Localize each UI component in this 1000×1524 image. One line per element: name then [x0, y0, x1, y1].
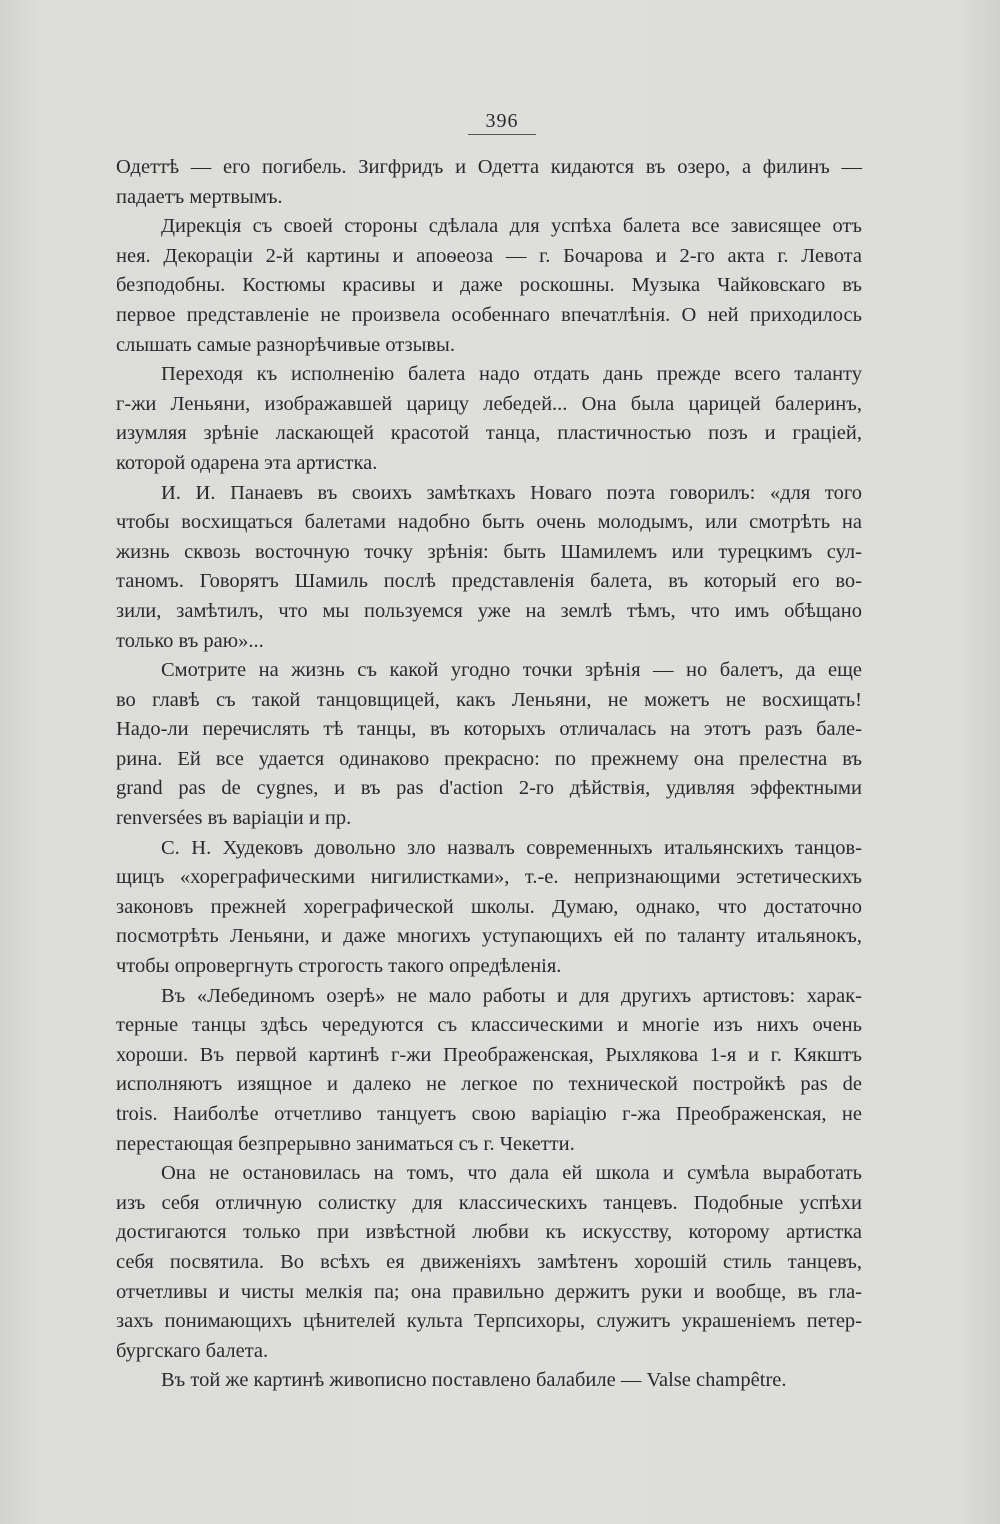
paragraph-8-line-6: захъ понимающихъ цѣнителей культа Терпсихоры, служитъ украшеніемъ петер-: [116, 1310, 862, 1333]
paragraph-5-line-3: Надо-ли перечислять тѣ танцы, въ которыхъ отличалась на этотъ разъ бале-: [116, 718, 862, 741]
paragraph-7-line-3: хороши. Въ первой картинѣ г-жи Преображенская, Рыхлякова 1-я и г. Кякштъ: [116, 1043, 862, 1066]
paragraph-8-line-7: бургскаго балета.: [116, 1339, 269, 1362]
paragraph-3-line-2: г-жи Леньяни, изображавшей царицу лебедей... Она была царицей балеринъ,: [116, 392, 862, 415]
paragraph-4-line-3: жизнь сквозь восточную точку зрѣнія: быть Шамилемъ или турецкимъ сул-: [116, 540, 862, 563]
page-number: 396: [468, 108, 536, 135]
paragraph-9-line-1: Въ той же картинѣ живописно поставлено балабиле — Valse champêtre.: [161, 1369, 787, 1392]
paragraph-7-line-1: Въ «Лебединомъ озерѣ» не мало работы и для другихъ артистовъ: харак-: [161, 984, 862, 1007]
paragraph-5-line-2: во главѣ съ такой танцовщицей, какъ Леньяни, не можетъ не восхищать!: [116, 688, 862, 711]
paragraph-7-line-6: перестающая безпрерывно заниматься съ г. Чекетти.: [116, 1132, 575, 1155]
paragraph-3-line-4: которой одарена эта артистка.: [116, 451, 378, 474]
paragraph-6-line-1: С. Н. Худековъ довольно зло назвалъ современныхъ итальянскихъ танцов-: [161, 836, 862, 859]
paragraph-2-line-3: безподобны. Костюмы красивы и даже роскошны. Музыка Чайковскаго въ: [116, 274, 862, 297]
paragraph-4-line-5: зили, замѣтилъ, что мы пользуемся уже на землѣ тѣмъ, что имъ обѣщано: [116, 599, 862, 622]
paragraph-8-line-5: отчетливы и чисты мелкія па; она правильно держитъ руки и вообще, въ гла-: [116, 1280, 862, 1303]
paragraph-5-line-6: renversées въ варіаціи и пр.: [116, 807, 352, 830]
paragraph-1-line-2: падаетъ мертвымъ.: [116, 185, 283, 208]
paragraph-7-line-4: исполняютъ изящное и далеко не легкое по технической постройкѣ pas de: [116, 1073, 862, 1096]
paragraph-5-line-4: рина. Ей все удается одинаково прекрасно: по прежнему она прелестна въ: [116, 747, 862, 770]
paragraph-6-line-3: законовъ прежней хореграфической школы. Думаю, однако, что достаточно: [116, 895, 862, 918]
paragraph-5-line-5: grand pas de cygnes, и въ pas d'action 2-го дѣйствія, удивляя эффектными: [116, 777, 862, 800]
paragraph-2-line-4: первое представленіе не произвела особеннаго впечатлѣнія. О ней приходилось: [116, 303, 862, 326]
paragraph-3-line-3: изумляя зрѣніе ласкающей красотой танца, пластичностью позъ и граціей,: [116, 422, 862, 445]
paragraph-2-line-5: слышать самые разнорѣчивые отзывы.: [116, 333, 455, 356]
paragraph-3-line-1: Переходя къ исполненію балета надо отдать дань прежде всего таланту: [161, 363, 862, 386]
body-text: [116, 153, 862, 1396]
paragraph-4-line-2: чтобы восхищаться балетами надобно быть очень молодымъ, или смотрѣть на: [116, 511, 862, 534]
paragraph-7-line-2: терные танцы здѣсь чередуются съ классическими и многіе изъ нихъ очень: [116, 1014, 862, 1037]
paragraph-4-line-4: таномъ. Говорятъ Шамиль послѣ представленія балета, въ который его во-: [116, 570, 862, 593]
paragraph-8-line-3: достигаются только при извѣстной любви къ искусству, которому артистка: [116, 1221, 862, 1244]
paragraph-6-line-4: посмотрѣть Леньяни, и даже многихъ уступающихъ ей по таланту итальянокъ,: [116, 925, 862, 948]
paragraph-2-line-1: Дирекція съ своей стороны сдѣлала для успѣха балета все зависящее отъ: [161, 215, 862, 238]
paragraph-8-line-2: изъ себя отличную солистку для классическихъ танцевъ. Подобные успѣхи: [116, 1191, 862, 1214]
paragraph-7-line-5: trois. Наиболѣе отчетливо танцуетъ свою варіацію г-жа Преображенская, не: [116, 1103, 862, 1125]
paragraph-4-line-6: только въ раю»...: [116, 629, 264, 652]
paragraph-8-line-1: Она не остановилась на томъ, что дала ей школа и сумѣла выработать: [161, 1162, 862, 1185]
paragraph-1-line-1: Одеттѣ — его погибель. Зигфридъ и Одетта кидаются въ озеро, а филинъ —: [116, 156, 862, 178]
paragraph-2-line-2: нея. Декораціи 2-й картины и апоѳеоза — г. Бочарова и 2-го акта г. Левота: [116, 244, 862, 267]
paragraph-8-line-4: себя посвятила. Во всѣхъ ея движеніяхъ замѣтенъ хорошій стиль танцевъ,: [116, 1250, 862, 1273]
paragraph-6-line-2: щицъ «хореграфическими нигилистками», т.-е. непризнающими эстетическихъ: [116, 866, 862, 889]
paragraph-4-line-1: И. И. Панаевъ въ своихъ замѣткахъ Новаго поэта говорилъ: «для того: [161, 481, 862, 504]
paragraph-5-line-1: Смотрите на жизнь съ какой угодно точки зрѣнія — но балетъ, да еще: [161, 659, 862, 682]
paragraph-6-line-5: чтобы опровергнуть строгость такого опредѣленія.: [116, 955, 562, 978]
